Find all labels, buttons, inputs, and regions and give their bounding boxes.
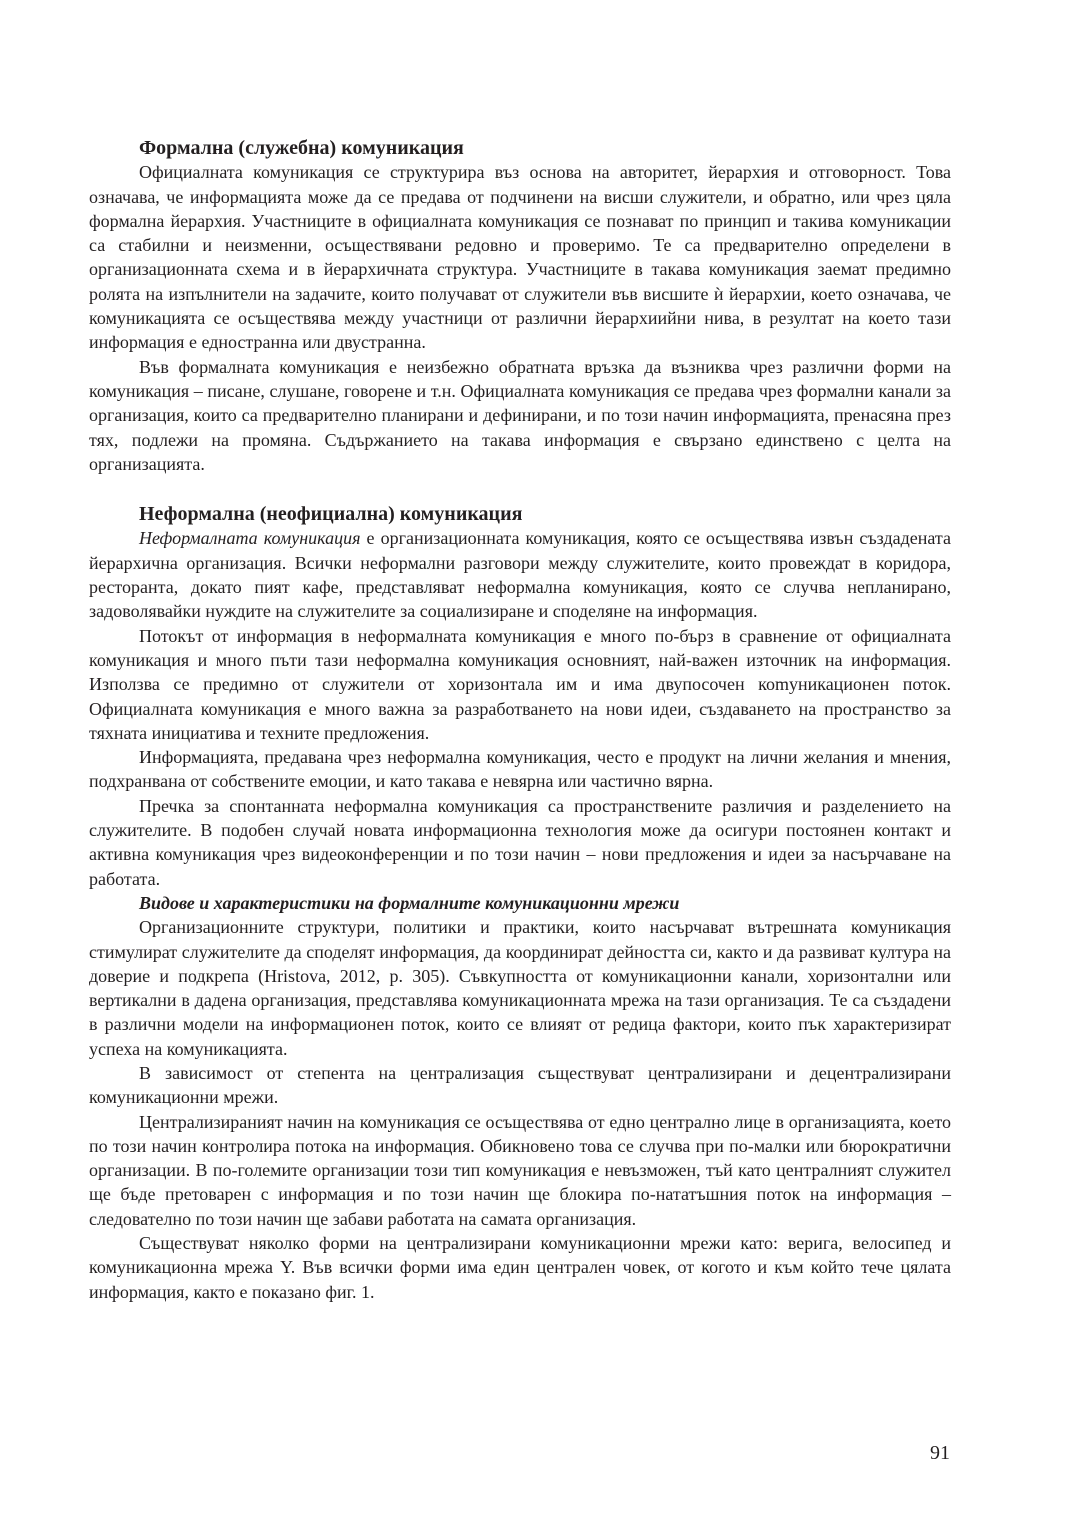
paragraph-text: е организационната комуникация, която се осъществява извън създадената йерархична организация. Всички неформални разговори между служителите, които провеждат в коридора, ресторанта, докато пият кафе, представляват неформална комуникация, която се случва непланирано, задоволявайки нуждите на служителите за социализиране и споделяне на информация.: [89, 528, 951, 622]
paragraph: Централизираният начин на комуникация се осъществява от едно централно лице в организацията, което по този начин контролира потока на информация. Обикновено това се случва при по-малки или бюрократични организации. В по-големите организации този тип комуникация е невъзможен, тъй като централният служител ще бъде претоварен с информация и по този начин ще блокира по-нататъшния поток на информация – следователно по този начин ще забави работата на самата организация.: [89, 1111, 951, 1229]
page-body: [89, 136, 951, 1304]
paragraph: Потокът от информация в неформалната комуникация е много по-бърз в сравнение от официалната комуникация и много пъти тази неформална комуникация основният, най-важен източник на информация. Използва се предимно от служители от хоризонтала им и има двупосочен коmуникационен поток. Официалната комуникация е много важна за разработването на нови идеи, създаването на пространство за тяхната инициатива и техните предложения.: [89, 625, 951, 743]
paragraph: Информацията, предавана чрез неформална комуникация, често е продукт на лични желания и мнения, подхранвана от собствените емоции, и като такава е невярна или частично вярна.: [89, 747, 951, 792]
paragraph: [89, 526, 951, 623]
paragraph: Пречка за спонтанната неформална комуникация са пространствените различия и разделението на служителите. В подобен случай новата информационна технология може да осигури постоянен контакт и активна комуникация чрез видеоконференции и по този начин – нови предложения и идеи за насърчаване на работата.: [89, 795, 951, 889]
section-title-formal: Формална (служебна) комуникация: [139, 137, 464, 159]
paragraph: Във формалната комуникация е неизбежно обратната връзка да възниква чрез различни форми на комуникация – писане, слушане, говорене и т.н. Официалната комуникация се предава чрез формални канали за организация, които са предварително планирани и дефинирани, и по този начин информацията, пренасяна през тях, подлежи на промяна. Съдържанието на такава информация е свързано единствено с целта на организацията.: [89, 356, 951, 474]
paragraph: Съществуват няколко форми на централизирани комуникационни мрежи като: верига, велосипед и комуникационна мрежа Y. Във всички форми има един централен човек, от когото и към който тече цялата информация, както е показано фиг. 1.: [89, 1233, 951, 1302]
paragraph: Официалната комуникация се структурира въз основа на авторитет, йерархия и отговорност. Това означава, че информацията може да се предава от подчинени на висши служители, и обратно, или чрез цяла формална йерархия. Участниците в официалната комуникация се познават по принцип и такива комуникации са стабилни и неизменни, осъществявани редовно и проверимо. Те са предварително определени в организационната схема и в йерархичната структура. Участниците в такава комуникация заемат предимно ролята на изпълнители на задачите, които получават от служители във висшите ѝ йерархии, което означава, че комуникацията се осъществява между участници от различни йерархиийни нива, в резултат на което тази информация е едностранна или двустранна.: [89, 162, 951, 353]
paragraph: Организационните структури, политики и практики, които насърчават вътрешната комуникация стимулират служителите да споделят информация, да координират дейността си, както и да развиват култура на доверие и подкрепа (Hristova, 2012, p. 305). Съвкупността от комуникационни канали, хоризонтални или вертикални в дадена организация, представлява комуникационната мрежа на тази организация. Те са създадени в различни модели на информационен поток, които се влияят от редица фактори, които пък характеризират успеха на комуникацията.: [89, 917, 951, 1059]
section-gap: [89, 476, 951, 502]
subsection-title-network-types: Видове и характеристики на формалните комуникационни мрежи: [139, 892, 680, 913]
page-number: 91: [930, 1442, 950, 1464]
section-title-informal: Неформална (неофициална) комуникация: [139, 503, 523, 526]
italic-term: Неформалната комуникация: [139, 528, 361, 549]
paragraph: В зависимост от степента на централизация съществуват централизирани и децентрализирани комуникационни мрежи.: [89, 1062, 951, 1108]
